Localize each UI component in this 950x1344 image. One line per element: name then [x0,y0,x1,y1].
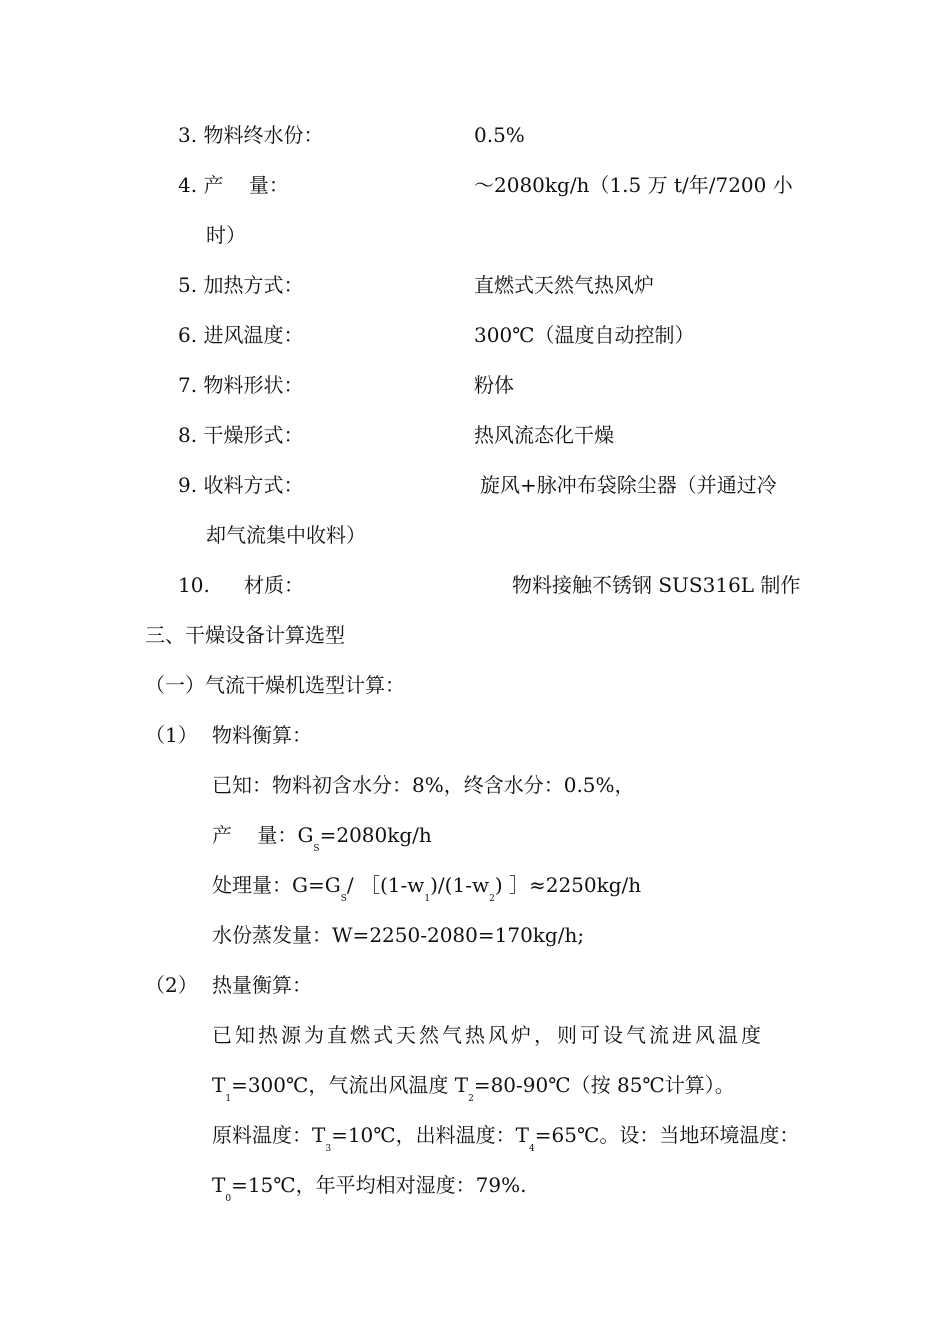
spec-label: 产 量： [203,173,289,197]
spec-value-continued: 时） [206,223,246,247]
spec-value: 300℃（温度自动控制） [474,323,695,347]
spec-label: 材质： [244,573,304,597]
spec-value: ～2080kg/h（1.5 万 t/年/7200 小 [474,173,793,197]
spec-7 [178,371,303,399]
subsection-heading: （一）气流干燥机选型计算： [145,673,405,697]
spec-6 [178,321,303,349]
spec-5 [178,271,303,299]
spec-value: 0.5% [474,123,525,147]
spec-num: 9. [178,473,198,497]
item-title: 热量衡算： [212,973,312,997]
output-formula: 产 量：$G_S=2080kg/h$ [212,823,432,854]
spec-value: 热风流态化干燥 [474,423,614,447]
spec-value-continued: 却气流集中收料） [206,523,366,547]
spec-label: 加热方式： [203,273,304,297]
spec-num: 10. [178,573,210,597]
spec-value: 直燃式天然气热风炉 [474,273,654,297]
ambient-conditions: $T_0=15℃$，年平均相对湿度：79%. [212,1173,527,1204]
air-temperatures: $T_1=300℃$，气流出风温度 $T_2=80-90℃$（按 85℃计算）。 [212,1073,735,1104]
spec-value: 粉体 [474,373,514,397]
section-heading: 三、干燥设备计算选型 [145,623,345,647]
spec-num: 7. [178,373,198,397]
spec-label: 干燥形式： [203,423,304,447]
known-moisture: 已知：物料初含水分：8%，终含水分：0.5%， [212,773,635,797]
spec-9 [178,471,303,499]
heat-source-text: 已知热源为直燃式天然气热风炉，则可设气流进风温度 [212,1023,764,1047]
spec-3 [178,121,323,149]
spec-num: 5. [178,273,198,297]
spec-label: 进风温度： [203,323,304,347]
spec-value: 物料接触不锈钢 SUS316L 制作 [512,573,801,597]
spec-num: 3. [178,123,198,147]
spec-num: 8. [178,423,198,447]
spec-value: 旋风+脉冲布袋除尘器（并通过冷 [480,473,777,497]
material-temperatures: 原料温度：$T_3=10℃$，出料温度：$T_4=65℃$。设：当地环境温度： [212,1123,800,1154]
spec-4 [178,171,289,199]
spec-num: 6. [178,323,198,347]
throughput-formula: 处理量：$G=G_S/$ $[(1-w_1)/(1-w_2)$ ］≈2250kg/h [212,873,642,904]
item-num: （2） [145,973,198,997]
item-num: （1） [145,723,198,747]
spec-label: 物料形状： [203,373,304,397]
spec-label: 物料终水份： [203,123,324,147]
item-title: 物料衡算： [212,723,312,747]
evaporation-formula: 水份蒸发量：W=2250-2080=170kg/h; [212,923,585,947]
spec-num: 4. [178,173,198,197]
spec-label: 收料方式： [203,473,304,497]
spec-8 [178,421,303,449]
